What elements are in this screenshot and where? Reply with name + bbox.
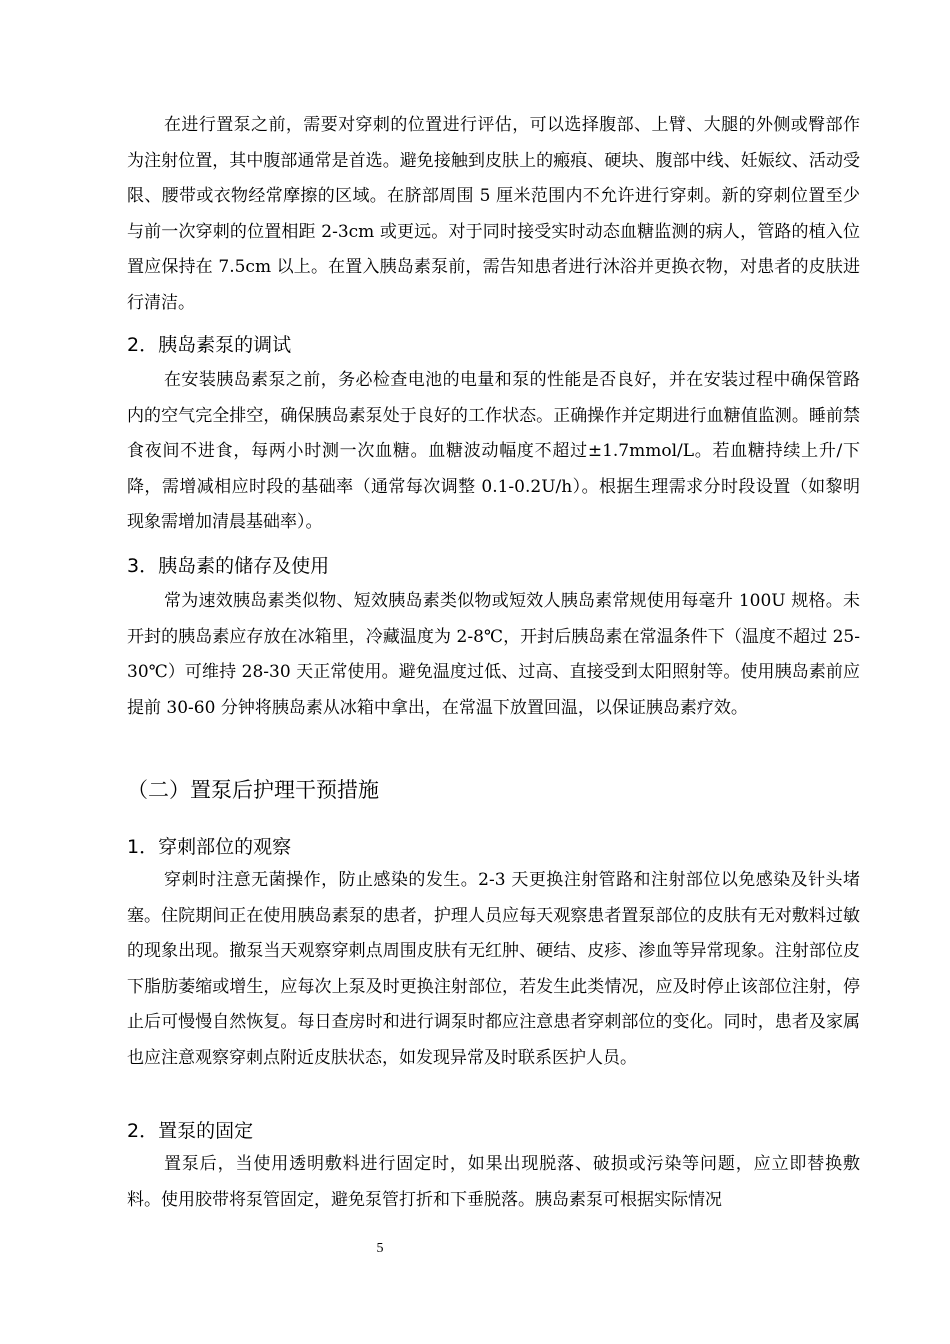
paragraph-pump-fixation: 置泵后，当使用透明敷料进行固定时，如果出现脱落、破损或污染等问题，应立即替换敷料。使用胶带将泵管固定，避免泵管打折和下垂脱落。胰岛素泵可根据实际情况 — [127, 1154, 860, 1210]
paragraph-puncture-site-assessment: 在进行置泵之前，需要对穿刺的位置进行评估，可以选择腹部、上臂、大腿的外侧或臀部作为注射位置，其中腹部通常是首选。避免接触到皮肤上的瘢痕、硬块、腹部中线、妊娠纹、活动受限、腰带或衣物经常摩擦的区域。在脐部周围 5 厘米范围内不允许进行穿刺。新的穿刺位置至少与前一次穿刺的位置相距 2-3cm 或更远。对于同时接受实时动态血糖监测的病人，管路的植入位置应保持在 7.5cm 以上。在置入胰岛素泵前，需告知患者进行沐浴并更换衣物，对患者的皮肤进行清洁。 — [127, 115, 860, 313]
paragraph-puncture-observation: 穿刺时注意无菌操作，防止感染的发生。2-3 天更换注射管路和注射部位以免感染及针头堵塞。住院期间正在使用胰岛素泵的患者，护理人员应每天观察患者置泵部位的皮肤有无对敷料过敏的现象出现。撤泵当天观察穿刺点周围皮肤有无红肿、硬结、皮疹、渗血等异常现象。注射部位皮下脂肪萎缩或增生，应每次上泵及时更换注射部位，若发生此类情况，应及时停止该部位注射，停止后可慢慢自然恢复。每日查房时和进行调泵时都应注意患者穿刺部位的变化。同时，患者及家属也应注意观察穿刺点附近皮肤状态，如发现异常及时联系医护人员。 — [127, 870, 860, 1068]
heading-pump-debugging: 2．胰岛素泵的调试 — [127, 334, 292, 356]
paragraph-pump-debugging: 在安装胰岛素泵之前，务必检查电池的电量和泵的性能是否良好，并在安装过程中确保管路内的空气完全排空，确保胰岛素泵处于良好的工作状态。正确操作并定期进行血糖值监测。睡前禁食夜间不进食，每两小时测一次血糖。血糖波动幅度不超过±1.7mmol/L。若血糖持续上升/下降，需增减相应时段的基础率（通常每次调整 0.1-0.2U/h）。根据生理需求分时段设置（如黎明现象需增加清晨基础率）。 — [127, 370, 860, 533]
paragraph-insulin-storage: 常为速效胰岛素类似物、短效胰岛素类似物或短效人胰岛素常规使用每毫升 100U 规格。未开封的胰岛素应存放在冰箱里，冷藏温度为 2-8℃，开封后胰岛素在常温条件下（温度不超过 25-30℃）可维持 28-30 天正常使用。避免温度过低、过高、直接受到太阳照射等。使用胰岛素前应提前 30-60 分钟将胰岛素从冰箱中拿出，在常温下放置回温，以保证胰岛素疗效。 — [127, 591, 860, 718]
page-number: 5 — [376, 1241, 384, 1256]
heading-pump-fixation: 2．置泵的固定 — [127, 1120, 254, 1142]
section-title-post-pump-care: （二）置泵后护理干预措施 — [127, 778, 379, 802]
heading-puncture-observation: 1．穿刺部位的观察 — [127, 836, 292, 858]
heading-insulin-storage: 3．胰岛素的储存及使用 — [127, 555, 330, 577]
